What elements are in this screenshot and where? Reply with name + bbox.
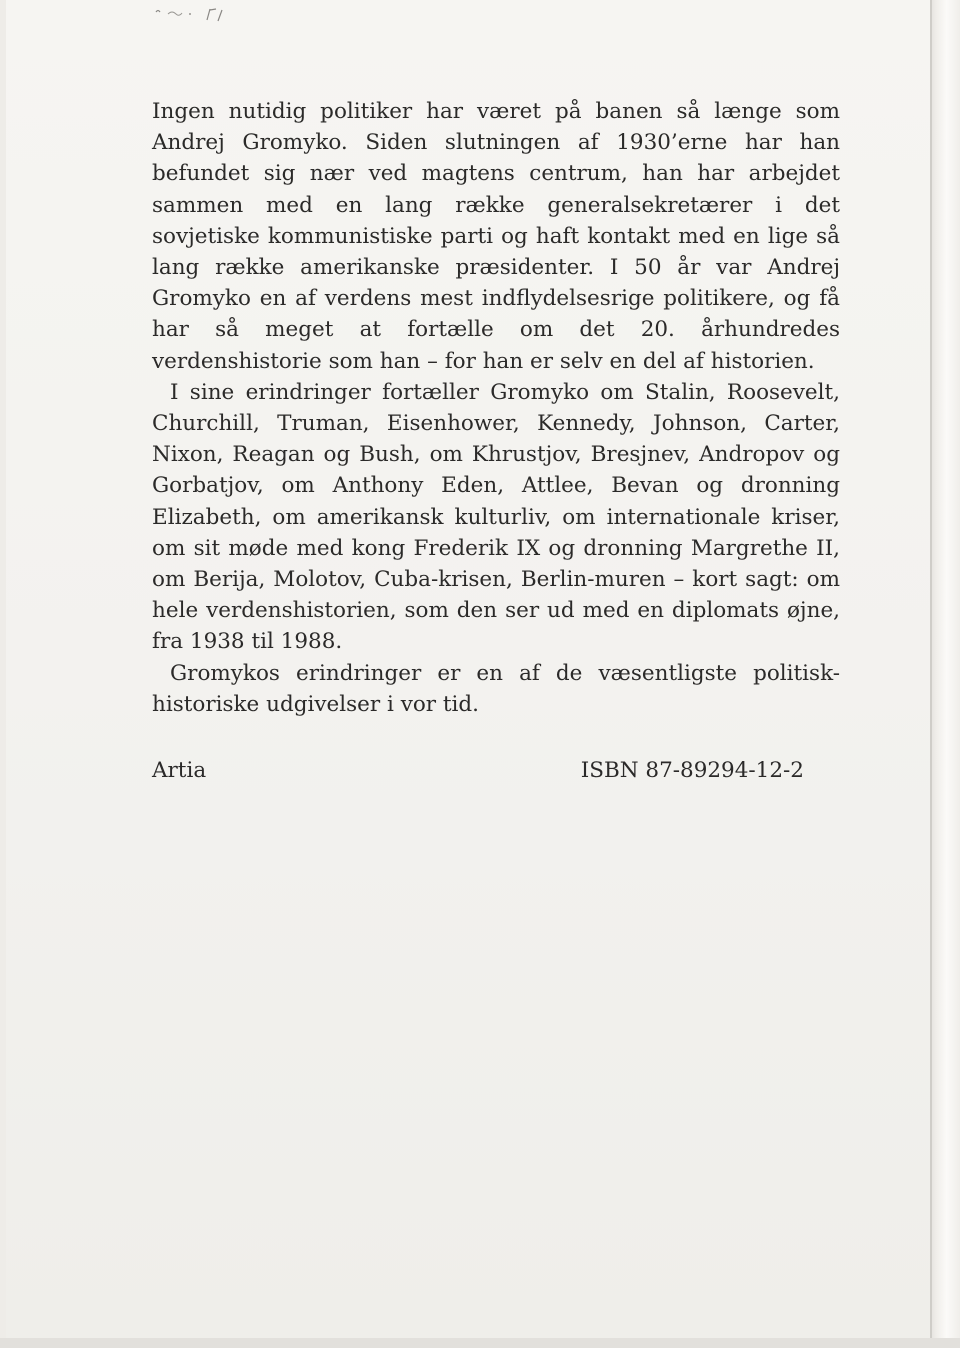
isbn-number: ISBN 87-89294-12-2 [580, 758, 804, 783]
publisher-name: Artia [152, 758, 207, 783]
spine-edge [930, 0, 932, 1348]
blurb-paragraph-3: Gromykos erindringer er en af de væsentligste politisk-historiske udgivelser i vor tid. [152, 660, 840, 717]
bottom-edge [0, 1338, 960, 1348]
blurb-paragraph-1: Ingen nutidig politiker har været på banen så længe som Andrej Gromyko. Siden slutningen af 1930’erne har han befundet sig nær ved magtens centrum, han har arbejdet sammen med en lang række generalsekretærer i det sovjetiske kommunistiske parti og haft kontakt med en lige så lang række amerikanske præsidenter. I 50 år var Andrej Gromyko en af verdens mest indflydelsesrige politikere, og få har så meget at fortælle om det 20. århundredes verdenshistorie som han – for han er selv en del af historien. [152, 99, 840, 374]
blurb-text [152, 96, 840, 720]
handwritten-mark [154, 6, 234, 22]
blurb-paragraph-2: I sine erindringer fortæller Gromyko om Stalin, Roosevelt, Churchill, Truman, Eisenhower, Kennedy, Johnson, Carter, Nixon, Reagan og Bush, om Khrustjov, Bresjnev, Andropov og Gorbatjov, om Anthony Eden, Attlee, Bevan og dronning Elizabeth, om amerikansk kulturliv, om internationale kriser, om sit møde med kong Frederik IX og dronning Margrethe II, om Berija, Molotov, Cuba-krisen, Berlin-muren – kort sagt: om hele verdenshistorien, som den ser ud med en diplomats øjne, fra 1938 til 1988. [152, 379, 840, 655]
book-spine [930, 0, 960, 1348]
back-cover [6, 0, 931, 1338]
